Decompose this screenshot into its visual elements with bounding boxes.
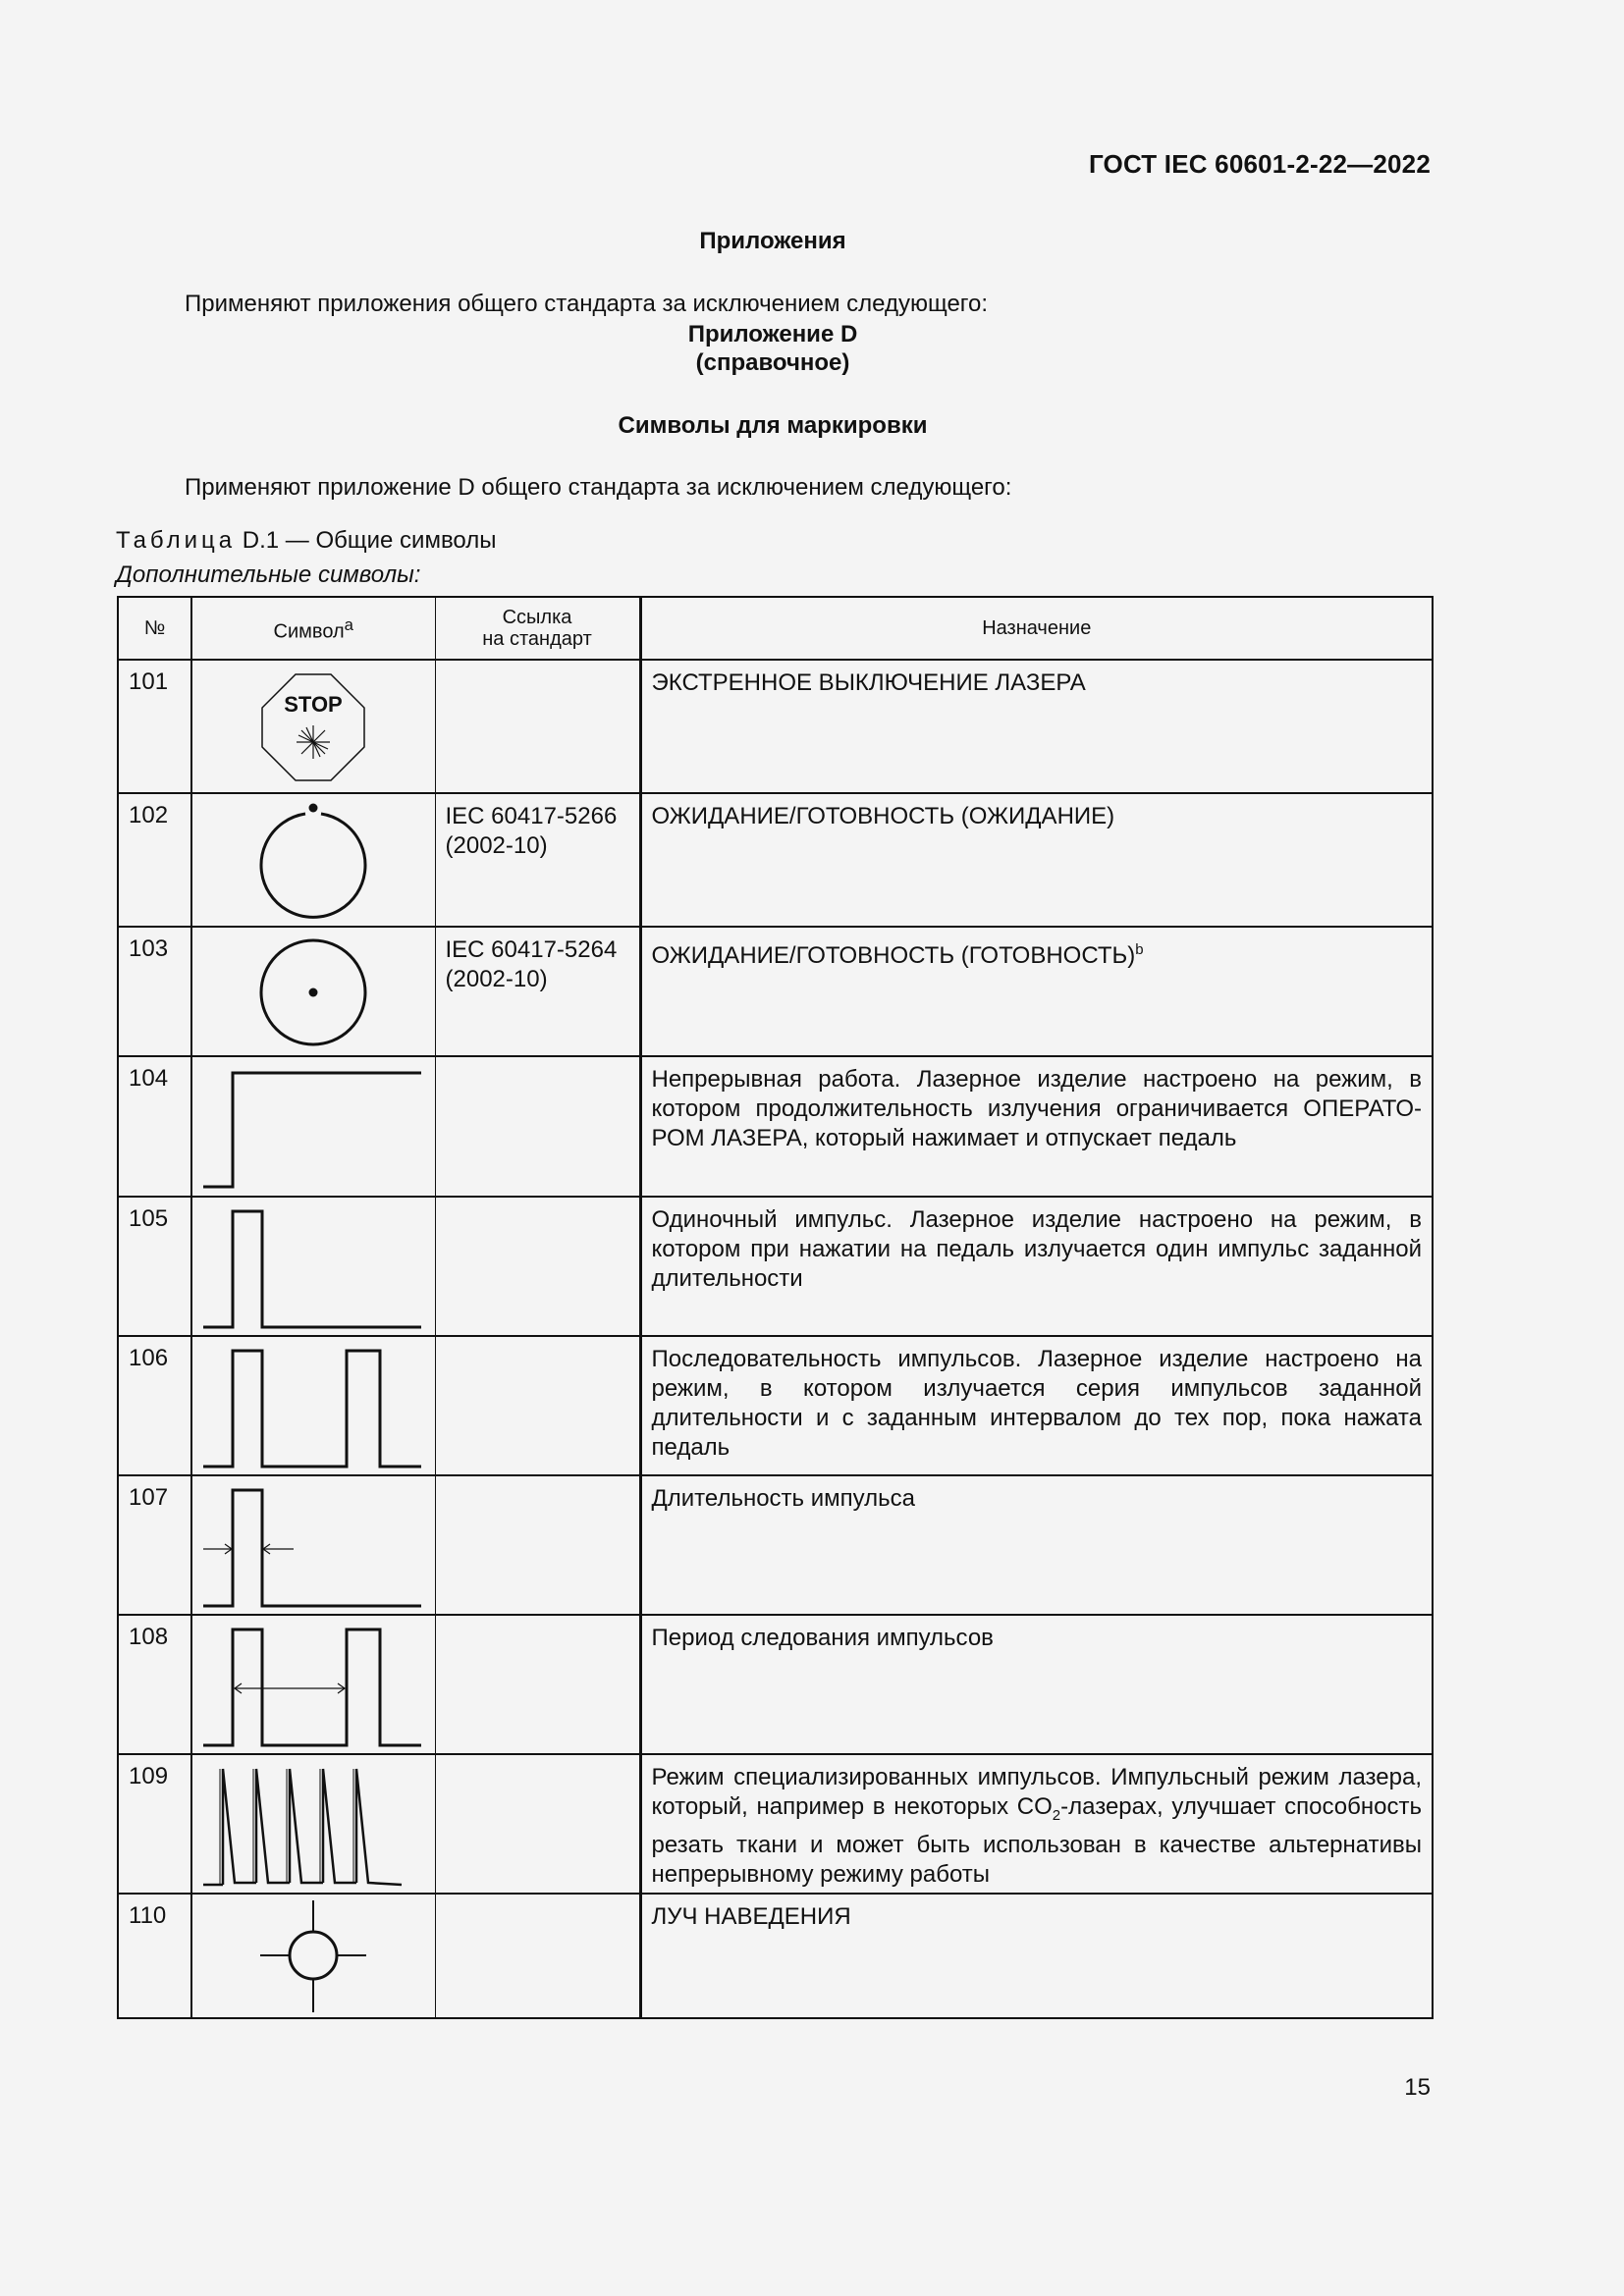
special-pulse-icon [199, 1759, 427, 1893]
header-purpose: Назначение [640, 597, 1433, 660]
header-symbol-text: Символ [273, 620, 345, 643]
row-number: 104 [118, 1056, 191, 1197]
header-symbol [191, 597, 435, 660]
reference-cell [435, 1056, 640, 1197]
purpose-text: ОЖИДАНИЕ/ГОТОВНОСТЬ (ГОТОВНОСТЬ) [651, 942, 1136, 969]
annex-intro: Применяют приложение D общего стандарта за исключением следующего: [185, 474, 1012, 501]
table-row [118, 1754, 1433, 1894]
header-ref-line1: Ссылка [502, 607, 572, 628]
row-number: 106 [118, 1336, 191, 1475]
symbol-cell [191, 660, 435, 793]
table-row [118, 1056, 1433, 1197]
symbol-cell [191, 1754, 435, 1894]
symbol-cell [191, 927, 435, 1056]
symbol-cell [191, 1475, 435, 1615]
reference-cell [435, 1894, 640, 2018]
row-number: 103 [118, 927, 191, 1056]
reference-cell [435, 1475, 640, 1615]
purpose-cell [640, 1754, 1433, 1894]
reference-cell: IEC 60417-5264 (2002-10) [435, 927, 640, 1056]
table-row [118, 793, 1433, 927]
reference-cell: IEC 60417-5266 (2002-10) [435, 793, 640, 927]
standard-code: ГОСТ IEC 60601-2-22—2022 [1088, 149, 1431, 179]
stop-label: STOP [284, 692, 344, 717]
row-number: 107 [118, 1475, 191, 1615]
aiming-beam-icon [254, 1896, 372, 2016]
reference-cell [435, 1197, 640, 1336]
symbol-cell [191, 1336, 435, 1475]
pulse-duration-icon [199, 1480, 427, 1614]
purpose-text-post: -лазерах, улучшает способность резать ткани и может быть использован в качестве альтернативы непрерывному режиму работы [651, 1793, 1422, 1888]
purpose-footnote: b [1135, 941, 1144, 958]
header-reference [435, 597, 640, 660]
table-row [118, 1615, 1433, 1754]
header-ref-line2: на стандарт [482, 628, 592, 650]
purpose-cell: ЭКСТРЕННОЕ ВЫКЛЮЧЕНИЕ ЛАЗЕРА [640, 660, 1433, 793]
purpose-cell: Одиночный импульс. Лазерное изделие настроено на режим, в котором при нажатии на педаль излучается один импульс заданной длительности [640, 1197, 1433, 1336]
row-number: 108 [118, 1615, 191, 1754]
ready-circle-icon [254, 934, 372, 1051]
table-row [118, 1336, 1433, 1475]
table-row [118, 927, 1433, 1056]
header-num: № [118, 597, 191, 660]
row-number: 110 [118, 1894, 191, 2018]
purpose-cell: Последовательность импульсов. Лазерное изделие настроено на режим, в котором излучается серия импульсов заданной длительности и с заданным интервалом до тех пор, пока нажата педаль [640, 1336, 1433, 1475]
annex-title: Приложение D [687, 321, 858, 347]
symbol-cell [191, 1615, 435, 1754]
purpose-cell: Период следования импульсов [640, 1615, 1433, 1754]
purpose-cell [640, 927, 1433, 1056]
symbols-table [117, 596, 1434, 2019]
table-row [118, 1894, 1433, 2018]
row-number: 109 [118, 1754, 191, 1894]
table-row [118, 1197, 1433, 1336]
purpose-cell: ОЖИДАНИЕ/ГОТОВНОСТЬ (ОЖИДАНИЕ) [640, 793, 1433, 927]
pulse-train-icon [199, 1341, 427, 1474]
reference-cell [435, 1615, 640, 1754]
continuous-wave-icon [199, 1061, 427, 1195]
standby-circle-icon [254, 798, 372, 922]
row-number: 102 [118, 793, 191, 927]
annex-type: (справочное) [695, 349, 850, 376]
table-subcaption: Дополнительные символы: [116, 561, 421, 588]
row-number: 105 [118, 1197, 191, 1336]
purpose-cell: ЛУЧ НАВЕДЕНИЯ [640, 1894, 1433, 2018]
single-pulse-icon [199, 1201, 427, 1335]
symbol-cell [191, 1056, 435, 1197]
page-number: 15 [1404, 2074, 1431, 2101]
reference-cell [435, 1754, 640, 1894]
appendices-title: Приложения [699, 228, 846, 254]
stop-octagon-laser-icon [254, 668, 372, 786]
purpose-subscript: 2 [1052, 1806, 1061, 1824]
row-number: 101 [118, 660, 191, 793]
symbol-cell [191, 1894, 435, 2018]
purpose-cell: Непрерывная работа. Лазерное изделие настроено на режим, в котором продолжительность излучения ограничивается ОПЕРАТО-РОМ ЛАЗЕРА, который нажимает и отпускает педаль [640, 1056, 1433, 1197]
header-symbol-footnote: a [344, 614, 353, 634]
symbol-cell [191, 1197, 435, 1336]
pulse-period-icon [199, 1620, 427, 1753]
table-header-row [118, 597, 1433, 660]
table-row [118, 1475, 1433, 1615]
table-caption-word: Таблица [116, 527, 237, 554]
appendices-intro: Применяют приложения общего стандарта за исключением следующего: [185, 291, 989, 317]
reference-cell [435, 1336, 640, 1475]
purpose-cell: Длительность импульса [640, 1475, 1433, 1615]
symbol-cell [191, 793, 435, 927]
table-caption [116, 527, 497, 555]
annex-subject: Символы для маркировки [618, 412, 928, 439]
table-caption-text: D.1 — Общие символы [242, 527, 497, 554]
purpose-text-pre: Режим специализированных импульсов. Импульсный режим лазера, который, например в некоторых CO [651, 1764, 1422, 1820]
reference-cell [435, 660, 640, 793]
table-row [118, 660, 1433, 793]
